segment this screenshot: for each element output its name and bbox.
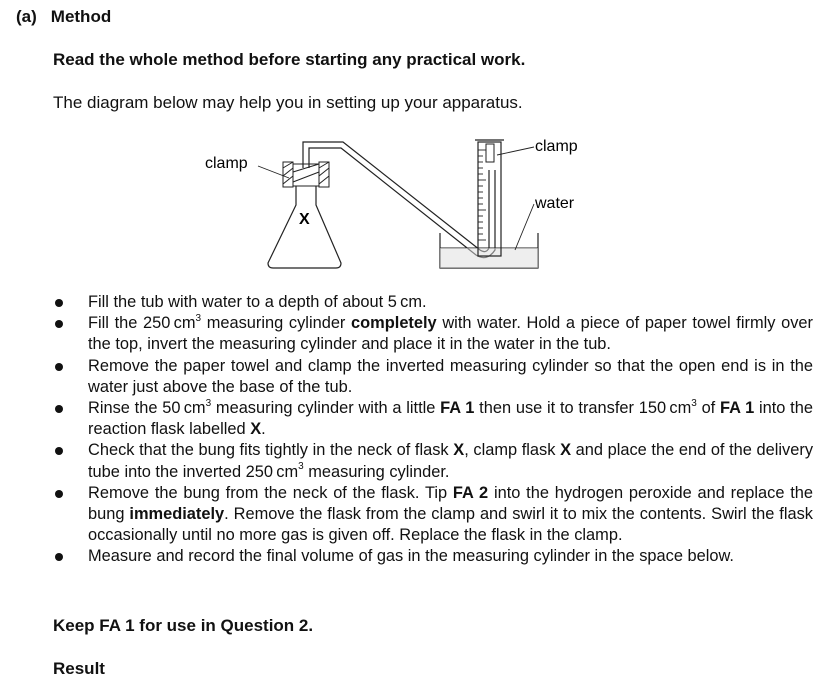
step-text: , clamp flask <box>464 441 561 460</box>
step-text: Remove the paper towel and clamp the inverted measuring cylinder so that the open end is in the water just above the base of the tub. <box>88 356 813 396</box>
method-step <box>53 440 813 482</box>
step-text: 3 <box>205 397 212 409</box>
clamp-label-right: clamp <box>535 138 578 155</box>
step-text: 3 <box>195 312 202 324</box>
step-text: immediately <box>129 505 225 524</box>
cylinder-graduations <box>478 150 486 240</box>
step-text: X <box>560 441 572 460</box>
step-text: X <box>250 420 262 439</box>
bullet-icon <box>55 490 63 498</box>
keep-note: Keep FA 1 for use in Question 2. <box>53 616 314 635</box>
method-step <box>53 398 813 440</box>
section-title: Method <box>50 7 112 26</box>
step-text: and place the end of the delivery tube into the inverted 250 cm <box>88 441 814 481</box>
label-leader-clamp-right <box>497 147 534 155</box>
step-text: 3 <box>298 461 304 473</box>
step-text: measuring cylinder <box>201 314 352 333</box>
step-text: then use it to transfer 150 cm <box>474 399 692 418</box>
bullet-icon <box>55 363 63 371</box>
step-text: measuring cylinder with a little <box>211 399 441 418</box>
step-text: Fill the tub with water to a depth of about 5 cm. <box>88 293 427 311</box>
method-step <box>53 356 813 398</box>
bullet-icon <box>55 447 63 455</box>
step-text: 3 <box>691 397 697 409</box>
step-text: FA 2 <box>452 483 489 502</box>
bullet-icon <box>55 405 63 413</box>
bullet-icon <box>55 299 63 307</box>
step-text: completely <box>351 314 437 333</box>
step-text: Rinse the 50 cm <box>88 399 206 418</box>
right-clamp <box>486 144 494 162</box>
step-text: Fill the 250 cm <box>88 314 196 333</box>
step-text: into the hydrogen peroxide and replace the bung <box>88 483 814 524</box>
bullet-icon <box>55 553 63 561</box>
step-text: . Remove the flask from the clamp and swirl it to mix the contents. Swirl the flask occasionally until no more gas is given off. Replace the flask in the clamp. <box>88 505 813 545</box>
step-text: Measure and record the final volume of gas in the measuring cylinder in the space below. <box>88 547 734 566</box>
method-step <box>53 483 813 547</box>
result-heading: Result <box>53 659 105 678</box>
step-text: FA 1 <box>440 399 475 418</box>
method-step <box>53 546 813 567</box>
section-heading <box>16 7 111 27</box>
label-leader-water <box>515 204 534 250</box>
bullet-icon <box>55 320 63 328</box>
clamp-label-left: clamp <box>205 155 248 172</box>
step-text: of <box>696 399 720 418</box>
delivery-tube <box>303 142 489 252</box>
step-text: FA 1 <box>720 399 755 418</box>
method-step <box>53 292 813 313</box>
step-text: Check that the bung fits tightly in the neck of flask <box>88 441 454 460</box>
method-step <box>53 313 813 355</box>
section-label: (a) <box>16 7 37 26</box>
step-text: into the reaction flask labelled <box>88 399 813 439</box>
step-text: measuring cylinder. <box>303 462 450 481</box>
step-text: X <box>453 441 465 460</box>
bung <box>293 164 319 186</box>
flask-label: X <box>299 211 310 228</box>
step-text: Remove the bung from the neck of the flask. Tip <box>88 483 453 502</box>
water-label: water <box>535 195 575 212</box>
intro-text: The diagram below may help you in setting up your apparatus. <box>53 93 523 112</box>
instruction-text: Read the whole method before starting any practical work. <box>53 50 526 69</box>
method-steps <box>53 292 813 568</box>
step-text: . <box>261 420 266 439</box>
apparatus-diagram <box>190 128 610 278</box>
step-text: with water. Hold a piece of paper towel firmly over the top, invert the measuring cylinder and place it in the water in the tub. <box>88 314 813 354</box>
